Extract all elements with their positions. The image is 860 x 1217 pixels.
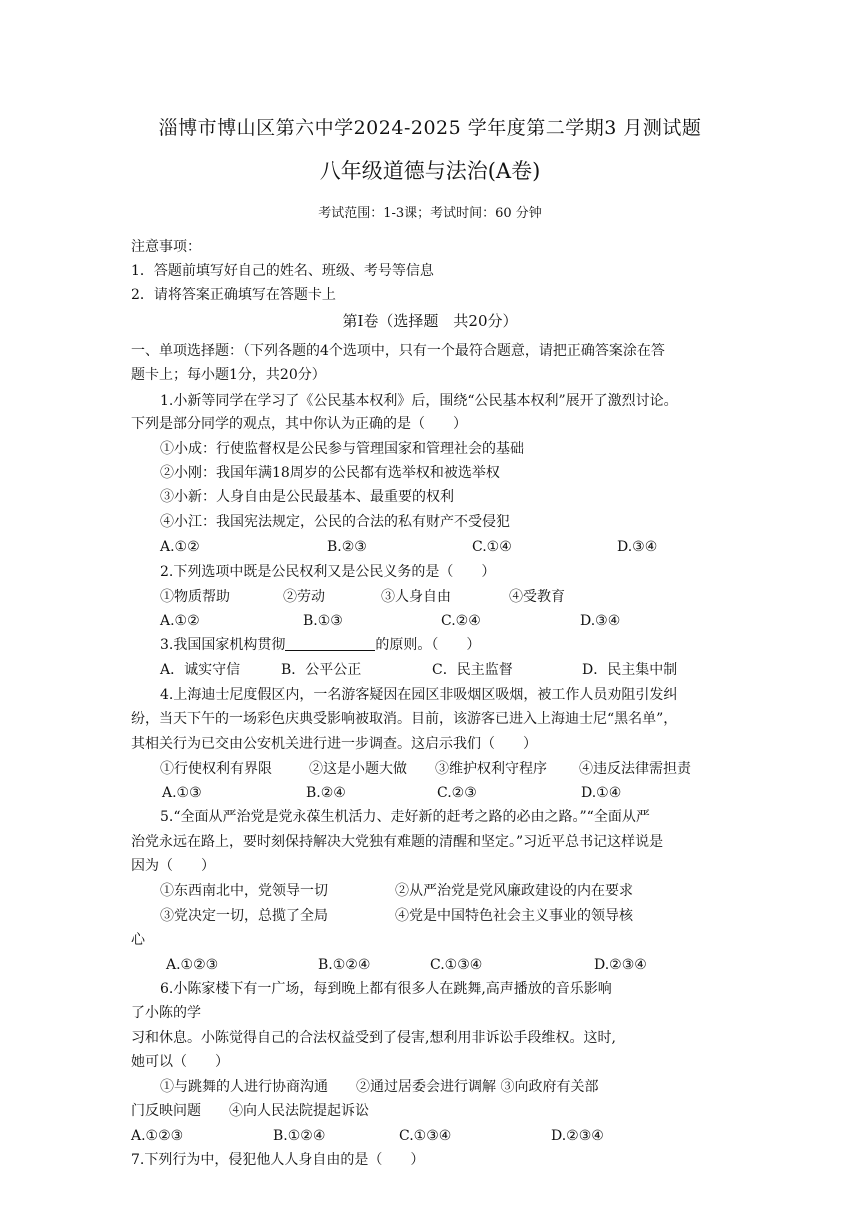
q3-option-b: B．公平公正 — [281, 662, 362, 678]
exam-scope: 考试范围：1-3课；考试时间：60 分钟 — [318, 206, 542, 221]
q3-stem-part-a: 3.我国国家机构贯彻 — [160, 637, 286, 653]
exam-title: 淄博市博山区第六中学2024-2025 学年度第二学期3 月测试题 — [158, 117, 702, 139]
q6-stem-line-3: 习和休息。小陈觉得自己的合法权益受到了侵害,想利用非诉讼手段维权。这时, — [131, 1030, 616, 1046]
q2-option-a: A.①② — [160, 613, 200, 629]
q1-stem-line-2: 下列是部分同学的观点，其中你认为正确的是（ ） — [131, 416, 467, 432]
q4-option-d: D.①④ — [581, 785, 622, 801]
q6-items-line-2: 门反映问题 ④向人民法院提起诉讼 — [131, 1103, 369, 1119]
section-title: 第Ⅰ卷（选择题 共20分） — [342, 312, 518, 330]
q6-stem-line-2: 了小陈的学 — [131, 1005, 201, 1021]
q1-option-a: A.①② — [160, 539, 200, 555]
notes-item-2: 2．请将答案正确填写在答题卡上 — [131, 287, 336, 303]
q6-stem-line-4: 她可以（ ） — [131, 1054, 229, 1070]
q5-stem-line-3: 因为（ ） — [131, 858, 215, 874]
q5-option-d: D.②③④ — [594, 957, 647, 973]
q1-option-d: D.③④ — [617, 539, 658, 555]
q4-stem-line-1: 4.上海迪士尼度假区内，一名游客疑因在园区非吸烟区吸烟，被工作人员劝阻引发纠 — [160, 687, 678, 703]
q5-option-c: C.①③④ — [430, 957, 483, 973]
notes-heading: 注意事项： — [131, 239, 201, 255]
q4-item-1: ①行使权利有界限 — [160, 761, 272, 777]
q5-statement-4-cont: 心 — [131, 932, 145, 948]
q1-option-c: C.①④ — [472, 539, 512, 555]
q2-item-4: ④受教育 — [509, 589, 565, 605]
q3-stem-part-b: 的原则。（ ） — [375, 637, 481, 653]
q2-option-d: D.③④ — [580, 613, 621, 629]
q4-item-4: ④违反法律需担责 — [579, 761, 691, 777]
q4-option-b: B.②④ — [306, 785, 346, 801]
q6-option-d: D.②③④ — [551, 1128, 604, 1144]
q2-item-1: ①物质帮助 — [160, 589, 230, 605]
section-intro-line-2: 题卡上；每小题1分，共20分） — [131, 367, 326, 383]
q4-item-3: ③维护权利守程序 — [435, 761, 547, 777]
q4-stem-line-3: 其相关行为已交由公安机关进行进一步调查。这启示我们（ ） — [131, 736, 537, 752]
q6-option-b: B.①②④ — [273, 1128, 326, 1144]
q5-statement-4: ④党是中国特色社会主义事业的领导核 — [395, 908, 633, 924]
q6-items-line-1: ①与跳舞的人进行协商沟通 ②通过居委会进行调解 ③向政府有关部 — [160, 1079, 599, 1095]
q4-stem-line-2: 纷，当天下午的一场彩色庆典受影响被取消。目前，该游客已进入上海迪士尼“黑名单”， — [131, 711, 678, 727]
q2-item-3: ③人身自由 — [381, 589, 451, 605]
q6-option-c: C.①③④ — [399, 1128, 452, 1144]
section-intro-line-1: 一、单项选择题：（下列各题的4个选项中，只有一个最符合题意，请把正确答案涂在答 — [131, 343, 665, 359]
q5-stem-line-1: 5.“全面从严治党是党永葆生机活力、走好新的赶考之路的必由之路。”“全面从严 — [160, 809, 650, 825]
q3-stem — [160, 636, 480, 654]
notes-item-1: 1．答题前填写好自己的姓名、班级、考号等信息 — [131, 263, 434, 279]
q1-statement-2: ②小刚：我国年满18周岁的公民都有选举权和被选举权 — [160, 465, 500, 481]
q1-stem-line-1: 1.小新等同学在学习了《公民基本权利》后，围绕“公民基本权利”展开了激烈讨论。 — [160, 393, 678, 409]
exam-subtitle: 八年级道德与法治(A卷) — [319, 159, 541, 183]
q5-statement-1: ①东西南北中，党领导一切 — [160, 883, 328, 899]
q7-stem: 7.下列行为中，侵犯他人人身自由的是（ ） — [131, 1152, 425, 1168]
q6-stem-line-1: 6.小陈家楼下有一广场，每到晚上都有很多人在跳舞,高声播放的音乐影响 — [160, 981, 612, 997]
q5-option-a: A.①②③ — [166, 957, 219, 973]
q1-statement-3: ③小新：人身自由是公民最基本、最重要的权利 — [160, 489, 454, 505]
q5-stem-line-2: 治党永远在路上，要时刻保持解决大党独有难题的清醒和坚定。”习近平总书记这样说是 — [131, 834, 664, 850]
q2-stem: 2.下列选项中既是公民权利又是公民义务的是（ ） — [160, 564, 496, 580]
q3-answer-blank — [285, 636, 375, 651]
q2-option-c: C.②④ — [441, 613, 481, 629]
q3-option-c: C．民主监督 — [432, 662, 513, 678]
q5-statement-2: ②从严治党是党风廉政建设的内在要求 — [395, 883, 633, 899]
q5-option-b: B.①②④ — [318, 957, 371, 973]
q4-option-c: C.②③ — [437, 785, 477, 801]
q2-item-2: ②劳动 — [283, 589, 325, 605]
q1-statement-1: ①小成：行使监督权是公民参与管理国家和管理社会的基础 — [160, 441, 524, 457]
q5-statement-3: ③党决定一切，总揽了全局 — [160, 908, 328, 924]
q6-option-a: A.①②③ — [131, 1128, 184, 1144]
q3-option-a: A．诚实守信 — [160, 662, 241, 678]
q1-statement-4: ④小江：我国宪法规定，公民的合法的私有财产不受侵犯 — [160, 514, 510, 530]
q1-option-b: B.②③ — [327, 539, 367, 555]
q4-option-a: A.①③ — [162, 785, 202, 801]
q3-option-d: D．民主集中制 — [582, 662, 678, 678]
q4-item-2: ②这是小题大做 — [309, 761, 407, 777]
q2-option-b: B.①③ — [303, 613, 343, 629]
